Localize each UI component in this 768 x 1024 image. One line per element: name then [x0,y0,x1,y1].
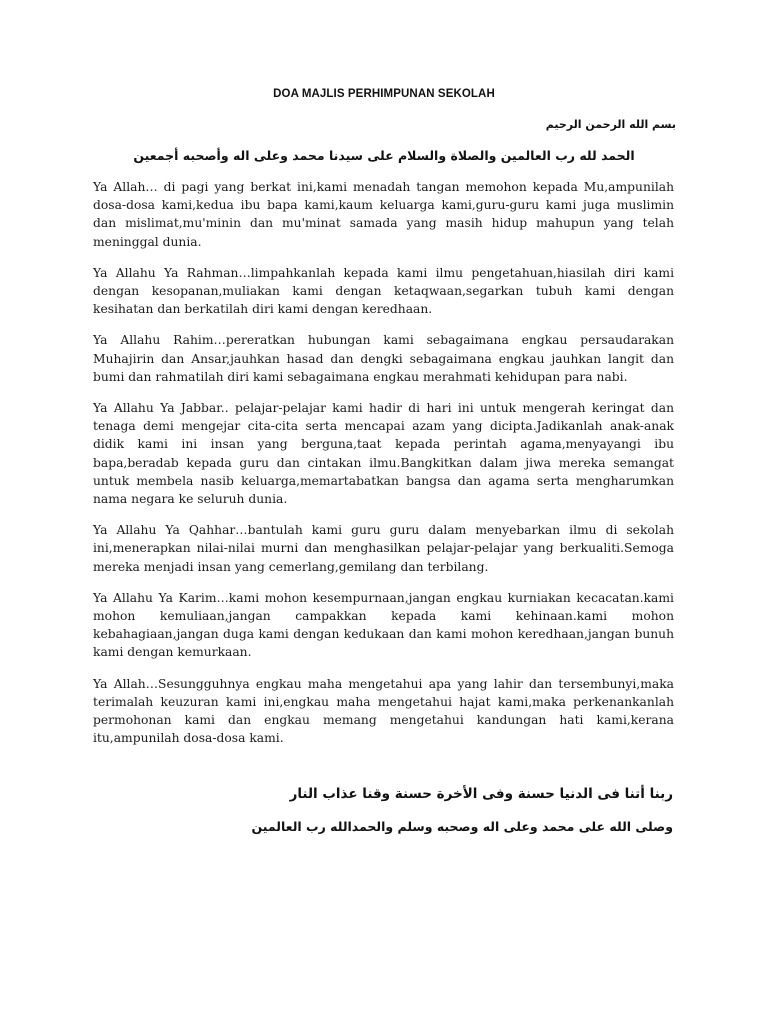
closing-text: وصلى الله على محمد وعلى اله وصحبه وسلم والحمدالله رب العالمين [251,819,673,834]
prayer-paragraph: Ya Allahu Rahim…pereratkan hubungan kami sebagaimana engkau persaudarakan Muhajirin dan Ansar,jauhkan hasad dan dengki sebagaimana engkau jauhkan langit dan bumi dan rahmatilah diri kami sebagaimana engkau merahmati kehidupan para nabi. [93,333,674,384]
prayer-paragraph: Ya Allahu Ya Karim…kami mohon kesempurnaan,jangan engkau kurniakan kecacatan.kami mohon kemuliaan,jangan campakkan kepada kami kehinaan.kami mohon kebahagiaan,jangan duga kami dengan kedukaan dan kami mohon keredhaan,jangan bunuh kami dengan kemurkaan. [93,590,674,660]
prayer-paragraph: Ya Allah…Sesungguhnya engkau maha mengetahui apa yang lahir dan tersembunyi,maka terimalah keuzuran kami ini,engkau maha mengetahui hajat kami,maka perkenankanlah permohonan kami dan engkau memang mengetahui kandungan hati kami,kerana itu,ampunilah dosa-dosa kami. [93,676,674,746]
hamdalah-text: الحمد لله رب العالمين والصلاة والسلام على سيدنا محمد وعلى اله وأصحبه أجمعين [133,148,635,163]
prayer-body [93,178,674,760]
rabbana-text: ربنا أتنا فى الدنيا حسنة وفى الأخرة حسنة وقنا عذاب النار [289,786,673,802]
prayer-paragraph: Ya Allah… di pagi yang berkat ini,kami menadah tangan memohon kepada Mu,ampunilah dosa-dosa kami,kedua ibu bapa kami,kaum keluarga kami,guru-guru kami juga muslimin dan mislimat,mu'minin dan mu'minat samada yang masih hidup mahupun yang telah meninggal dunia. [93,180,674,249]
prayer-paragraph: Ya Allahu Ya Rahman…limpahkanlah kepada kami ilmu pengetahuan,hiasilah diri kami dengan kesopanan,muliakan kami dengan ketaqwaan,segarkan tubuh kami dengan kesihatan dan berkatilah diri kami dengan keredhaan. [93,265,674,317]
prayer-paragraph: Ya Allahu Ya Jabbar.. pelajar-pelajar kami hadir di hari ini untuk mengerah keringat dan tenaga demi mengejar cita-cita serta mencapai azam yang dicipta.Jadikanlah anak-anak didik kami ini insan yang berguna,taat kepada perintah agama,menyayangi ibu bapa,beradab kepada guru dan cintakan ilmu.Bangkitkan dalam jiwa mereka semangat untuk membela nasib keluarga,memartabatkan bangsa dan agama serta mengharumkan nama negara ke seluruh dunia. [93,401,674,507]
document-title: DOA MAJLIS PERHIMPUNAN SEKOLAH [273,88,495,100]
prayer-paragraph: Ya Allahu Ya Qahhar…bantulah kami guru guru dalam menyebarkan ilmu di sekolah ini,menerapkan nilai-nilai murni dan menghasilkan pelajar-pelajar yang berkualiti.Semoga mereka menjadi insan yang cemerlang,gemilang dan terbilang. [93,523,674,574]
basmalah-text: بسم الله الرحمن الرحيم [545,118,676,131]
